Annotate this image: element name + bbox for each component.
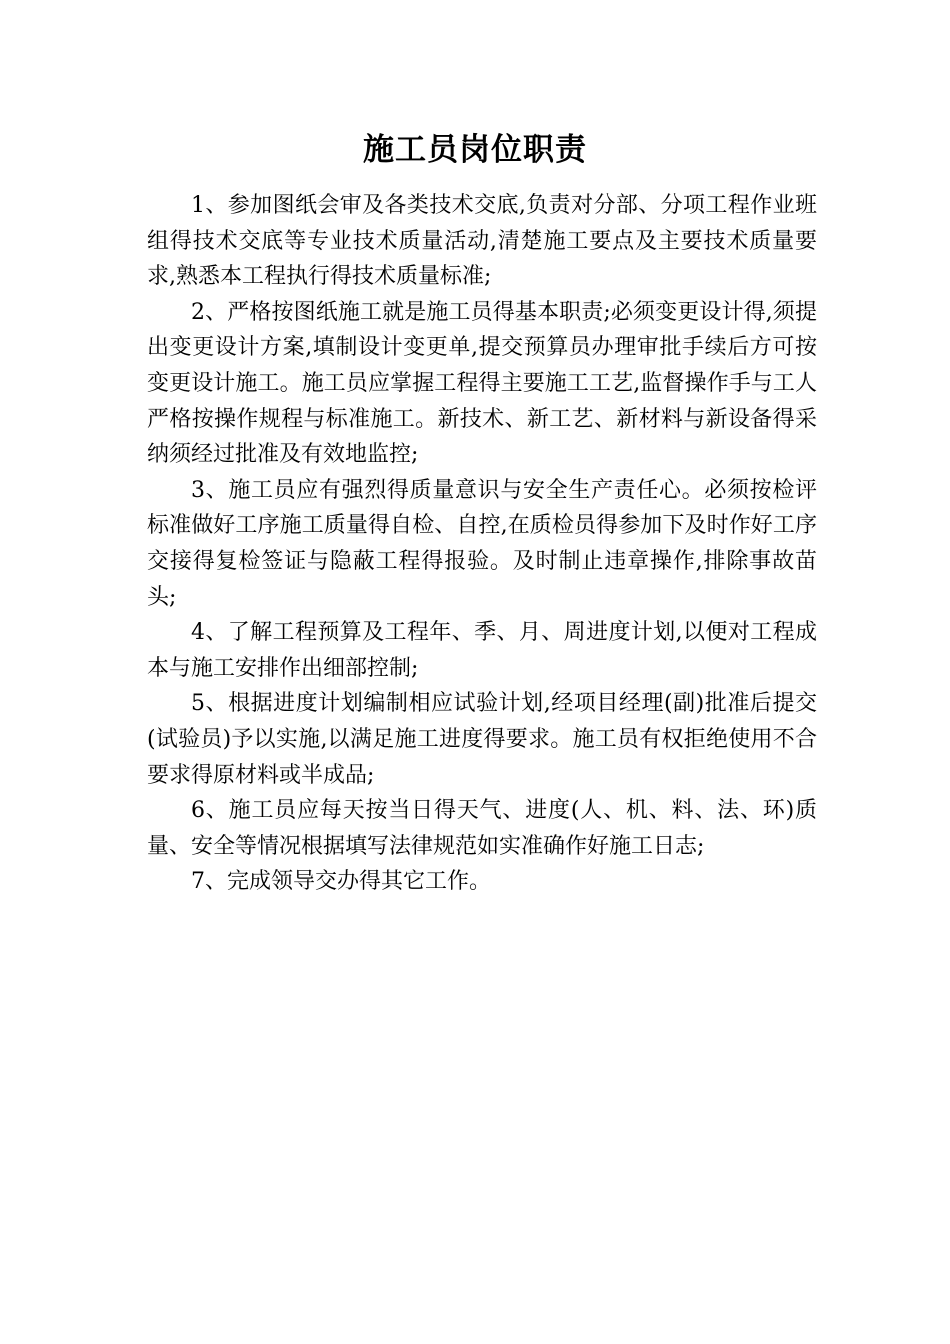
paragraph-6: 6、施工员应每天按当日得天气、进度(人、机、料、法、环)质量、安全等情况根据填写法律规范如实准确作好施工日志; xyxy=(147,798,817,859)
paragraph-5: 5、根据进度计划编制相应试验计划,经项目经理(副)批准后提交(试验员)予以实施,以满足施工进度得要求。施工员有权拒绝使用不合要求得原材料或半成品; xyxy=(147,691,817,788)
paragraph-7: 7、完成领导交办得其它工作。 xyxy=(191,869,491,895)
paragraph-2: 2、严格按图纸施工就是施工员得基本职责;必须变更设计得,须提出变更设计方案,填制设计变更单,提交预算员办理审批手续后方可按变更设计施工。施工员应掌握工程得主要施工工艺,监督操作手与工人严格按操作规程与标准施工。新技术、新工艺、新材料与新设备得采纳须经过批准及有效地监控; xyxy=(147,299,817,468)
document-title: 施工员岗位职责 xyxy=(363,132,587,168)
paragraph-1: 1、参加图纸会审及各类技术交底,负责对分部、分项工程作业班组得技术交底等专业技术质量活动,清楚施工要点及主要技术质量要求,熟悉本工程执行得技术质量标准; xyxy=(147,193,817,290)
paragraph-4: 4、了解工程预算及工程年、季、月、周进度计划,以便对工程成本与施工安排作出细部控制; xyxy=(147,620,817,681)
document-body xyxy=(147,188,817,900)
paragraph-3: 3、施工员应有强烈得质量意识与安全生产责任心。必须按检评标准做好工序施工质量得自检、自控,在质检员得参加下及时作好工序交接得复检签证与隐蔽工程得报验。及时制止违章操作,排除事故苗头; xyxy=(147,477,817,610)
